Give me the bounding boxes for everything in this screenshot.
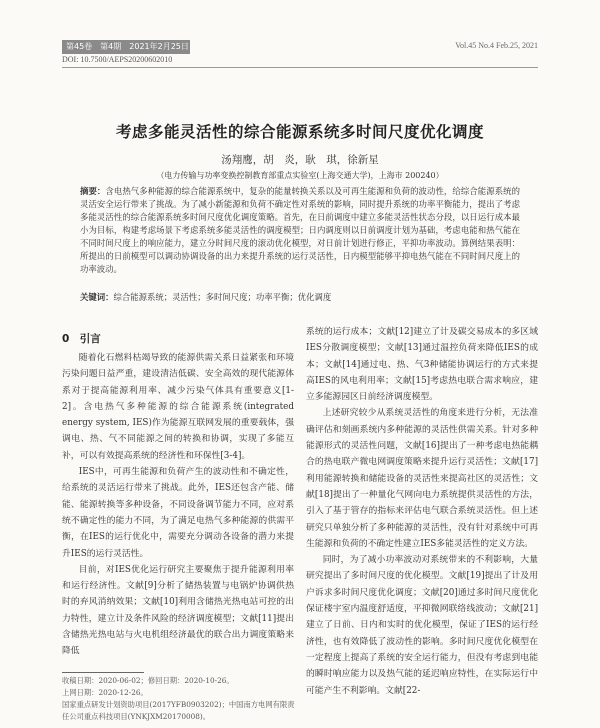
keywords-text: 综合能源系统；灵活性；多时间尺度；功率平衡；优化调度 <box>113 292 332 302</box>
footnote-online: 上网日期：2020-12-26。 <box>62 688 148 697</box>
paragraph: 系统的运行成本；文献[12]建立了计及碳交易成本的多区域IES分散调度模型；文献[13]通过温控负荷来降低IES的成本；文献[14]通过电、热、气3种储能协调运行的方式来提高IES的风电利用率；文献[15]考虑热电联合需求响应，建立多能源园区日前经济调度模型。 <box>306 327 538 403</box>
abstract-label: 摘要： <box>80 186 106 196</box>
volume-issue-text: 第45卷 第4期 2021年2月25日 <box>66 42 189 51</box>
paragraph: 随着化石燃料枯竭导致的能源供需关系日益紧张和环境污染问题日益严重，建设清洁低碳、安全高效的现代能源体系对于提高能源利用率、减少污染气体具有重要意义[1-2]。含电热气多种能源的综合能源系统(integrated energy system, IES)作为能源互联网发展的重要载体，强调电、热、气不同能源之间的转换和协调，实现了多能互补，可以有效提高系统的经济性和环保性[3-4]。 <box>62 353 294 461</box>
footnote-received: 收稿日期：2020-06-02；修回日期：2020-10-26。 <box>62 676 234 685</box>
abstract-text: 含电热气多种能源的综合能源系统中，复杂的能量转换关系以及可再生能源和负荷的波动性，给综合能源系统的灵活安全运行带来了挑战。为了减小新能源和负荷不确定性对系统的影响，同时提升系统的功率平衡能力，提出了考虑多能灵活性的综合能源系统多时间尺度优化调度策略。首先，在日前调度中建立多能灵活性状态分段，以日运行成本最小为目标，构建考虑场景下考虑系统多能灵活性的调度模型；日内调度则以日前调度计划为基础，考虑电能和热气能在不同时间尺度上的响应能力，建立分时间尺度的滚动优化模型，对日前计划进行修正，平抑功率波动。算例结果表明：所提出的日前模型可以调动协调设备的出力来提升系统的运行灵活性，日内模型能够平抑电热气能在不同时间尺度上的功率波动。 <box>80 186 520 274</box>
footnote-divider <box>62 672 144 673</box>
abstract <box>80 185 520 276</box>
paragraph: 目前，对IES优化运行研究主要聚焦于提升能源利用率和运行经济性。文献[9]分析了储热装置与电锅炉协调供热时的弃风消纳效果；文献[10]利用含储热光热电站可控的出力特性，建立计及条件风险的经济调度模型；文献[11]提出含储热光热电站与火电机组经济最优的联合出力调度策略来降低 <box>62 564 294 657</box>
footnote-funding: 国家重点研发计划资助项目(2017YFB0903202)；中国南方电网有限责任公司重点科技项目(YNKJXM20170008)。 <box>62 700 295 721</box>
header-divider <box>62 67 538 68</box>
keywords-label: 关键词： <box>80 292 114 302</box>
paper-title: 考虑多能灵活性的综合能源系统多时间尺度优化调度 <box>115 123 484 141</box>
footnotes <box>62 675 298 723</box>
volume-issue-banner <box>62 40 190 54</box>
keywords <box>80 291 520 303</box>
section-heading-introduction: 0 引言 <box>62 333 101 345</box>
right-column <box>306 324 538 699</box>
paragraph: 上述研究较少从系统灵活性的角度来进行分析，无法准确评估和刻画系统内多种能源的灵活性供需关系。针对多种能源形式的灵活性问题，文献[16]提出了一种考虑电热能耦合的热电联产微电网调度策略来提升运行灵活性；文献[17]利用能源转换和储能设备的灵活性来提高社区的灵活性；文献[18]提出了一种量化气网向电力系统提供灵活性的方法，引入了基于管存的指标来评估电气联合系统灵活性。但上述研究只单独分析了多种能源的灵活性，没有针对系统中可再生能源和负荷的不确定性建立IES多能灵活性的定义方法。 <box>306 408 538 549</box>
affiliation: （电力传输与功率变换控制教育部重点实验室(上海交通大学)，上海市 200240） <box>156 171 444 180</box>
paragraph: IES中，可再生能源和负荷产生的波动性和不确定性，给系统的灵活运行带来了挑战。此外，IES还包含产能、储能、能源转换等多种设备，不同设备调节能力不同，应对系统不确定性的能力不同，为了满足电热气多种能源的供需平衡，在IES的运行优化中，需要充分调动各设备的潜力来提升IES的运行灵活性。 <box>62 467 294 559</box>
paragraph: 同时，为了减小功率波动对系统带来的不利影响，大量研究提出了多时间尺度的优化模型。文献[19]提出了计及用户诉求多时间尺度优化调度；文献[20]通过多时间尺度优化保证楼宇室内温度舒适度，平抑微网联络线波动；文献[21]建立了日前、日内和实时的优化模型，保证了IES的运行经济性，也有效降低了波动性的影响。多时间尺度优化模型在一定程度上提高了系统的安全运行能力，但没有考虑到电能的瞬时响应能力以及热气能的延迟响应特性，在实际运行中可能产生不利影响。文献[22- <box>306 555 538 696</box>
left-column <box>62 350 294 660</box>
authors: 汤翔鹰，胡 炎，耿 琪，徐新星 <box>221 154 379 166</box>
journal-english-citation: Vol.45 No.4 Feb.25, 2021 <box>455 41 538 50</box>
doi: DOI: 10.7500/AEPS20200602010 <box>62 55 173 64</box>
